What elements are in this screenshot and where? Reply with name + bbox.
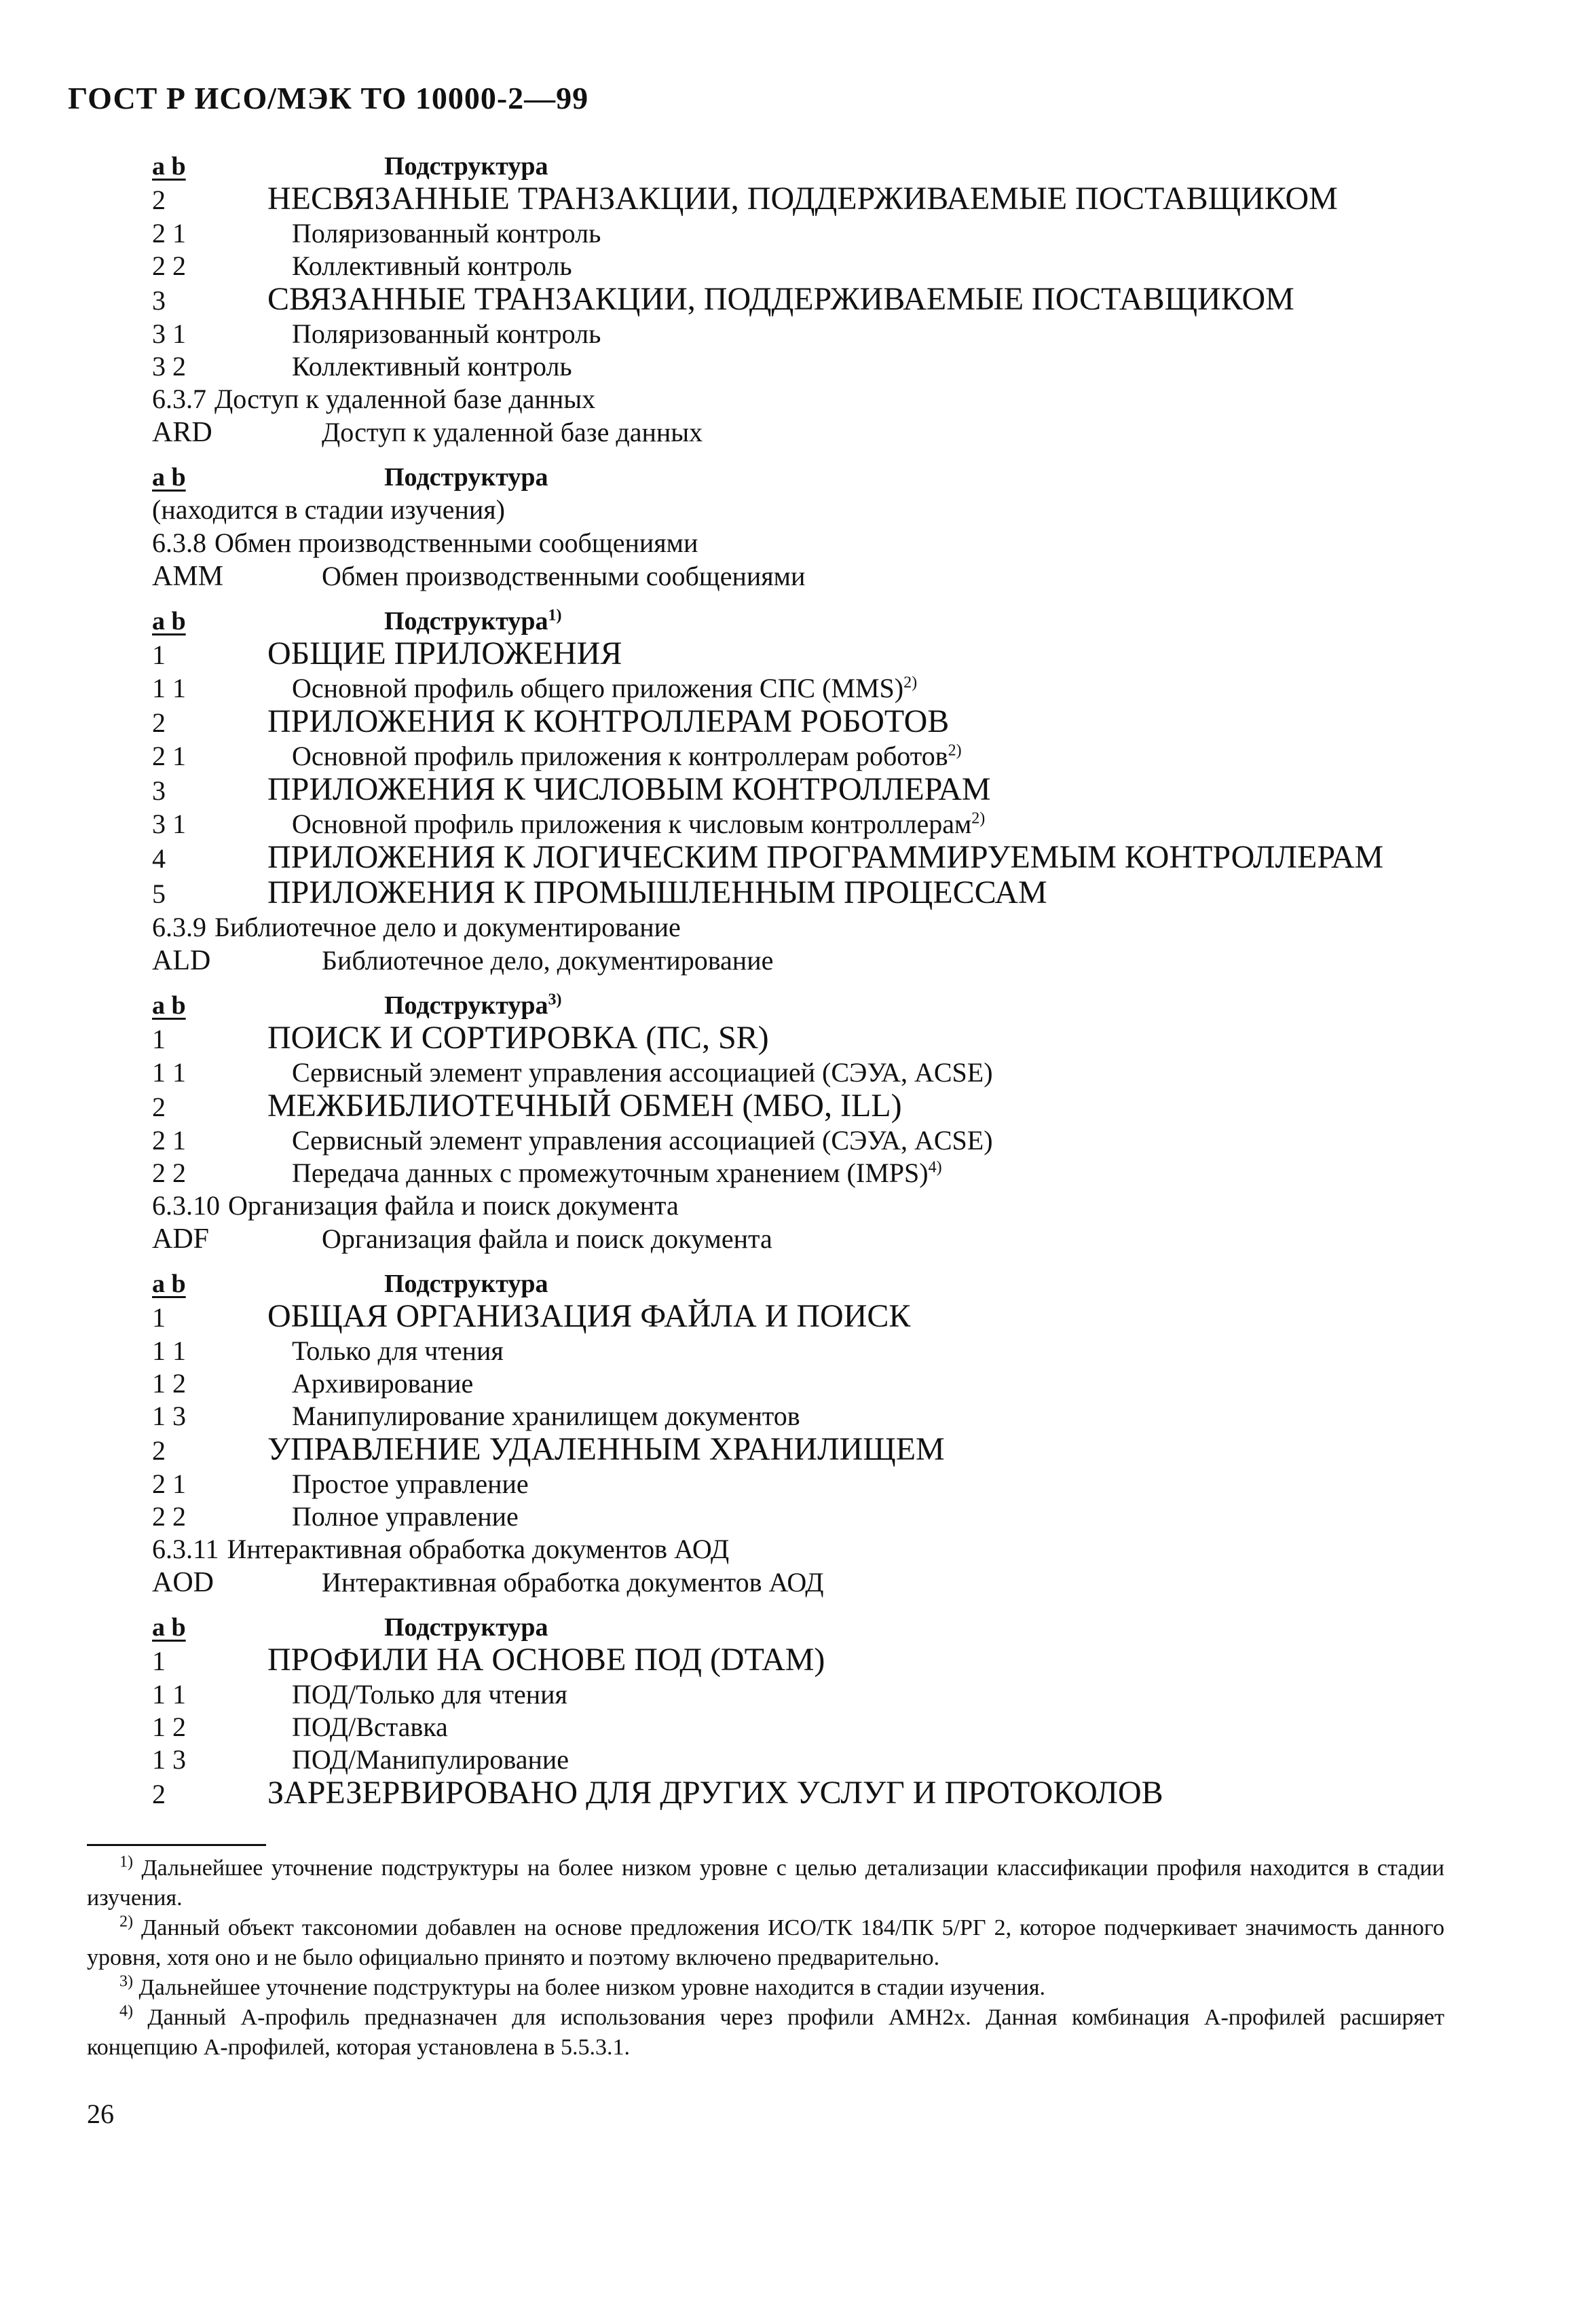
profile-code: 2 2 [152,1158,186,1188]
profile-code: 1 [152,1646,166,1676]
profile-abbreviation-text: Библиотечное дело, документирование [322,945,774,976]
profile-code: 2 1 [152,1125,186,1156]
profile-name: ОБЩАЯ ОРГАНИЗАЦИЯ ФАЙЛА И ПОИСК [267,1298,911,1334]
section-number: 6.3.7 [152,384,206,414]
profile-code: 3 1 [152,809,186,839]
profile-code: 1 2 [152,1712,186,1742]
profile-name: Полное управление [292,1501,519,1532]
profile-name: ПРИЛОЖЕНИЯ К ПРОМЫШЛЕННЫМ ПРОЦЕССАМ [267,874,1047,910]
ab-label: a b [152,152,186,181]
profile-group-row [152,705,1482,740]
profile-name: Передача данных с промежуточным хранением (IMPS)$^{4)}$ [292,1158,942,1188]
profile-name: ПОД/Манипулирование [292,1744,569,1775]
substructure-header [152,1268,1482,1299]
profile-group-row [152,1021,1482,1056]
section-title: Доступ к удаленной базе данных [214,384,596,414]
document-header: ГОСТ Р ИСО/МЭК ТО 10000-2—99 [68,81,589,115]
section-heading [152,1189,1482,1222]
profile-row [152,1335,1482,1367]
profile-name: Основной профиль общего приложения СПС (MMS)$^{2)}$ [292,673,918,703]
profile-name: ПРИЛОЖЕНИЯ К КОНТРОЛЛЕРАМ РОБОТОВ [267,703,950,739]
section-title: Библиотечное дело и документирование [214,912,681,942]
page-number: 26 [87,2099,114,2129]
profile-row [152,1056,1482,1089]
profile-row [152,672,1482,705]
profile-group-row [152,1643,1482,1678]
profile-group-row [152,1089,1482,1124]
profile-row [152,1711,1482,1744]
profile-name: НЕСВЯЗАННЫЕ ТРАНЗАКЦИИ, ПОДДЕРЖИВАЕМЫЕ ПОСТАВЩИКОМ [267,181,1338,217]
profile-code: 1 2 [152,1368,186,1399]
profile-abbreviation-row [152,559,1482,593]
profile-row [152,808,1482,841]
profile-group-row [152,637,1482,672]
profile-row [152,350,1482,383]
substructure-header [152,606,1482,637]
profile-row [152,1468,1482,1500]
profile-code: 2 [152,1435,166,1466]
profile-row [152,250,1482,282]
footnote-mark: 4) [119,2002,133,2021]
section-number: 6.3.11 [152,1534,219,1564]
footnotes [87,1853,1444,2063]
footnote-ref: 1) [548,606,562,625]
profile-code: 3 2 [152,351,186,382]
section-heading [152,383,1482,416]
section-heading [152,911,1482,944]
section-title: Обмен производственными сообщениями [214,528,698,558]
footnote-ref: 4) [928,1158,942,1177]
substructure-header [152,462,1482,493]
footnote-text: Дальнейшее уточнение подструктуры на более низком уровне с целью детализации классификации профиля находится в стадии изучения. [87,1856,1444,1911]
profile-row [152,1367,1482,1400]
profile-name: Простое управление [292,1469,529,1499]
profile-row [152,1678,1482,1711]
section-heading [152,1533,1482,1566]
profile-row [152,1400,1482,1433]
profile-name: Поляризованный контроль [292,318,601,349]
footnote [87,1853,1444,1913]
footnote-mark: 2) [119,1913,133,1931]
profile-name: Архивирование [292,1368,474,1399]
profile-row [152,217,1482,250]
profile-code: 1 1 [152,1679,186,1710]
profile-code: 1 3 [152,1744,186,1775]
footnote [87,2003,1444,2063]
substructure-label: Подструктура [384,463,548,492]
profile-code: 3 1 [152,318,186,349]
profile-row [152,1124,1482,1157]
footnote-text: Данный объект таксономии добавлен на основе предложения ИСО/ТК 184/ПК 5/РГ 2, которое подчеркивает значимость данного уровня, хотя оно и не было официально принято и поэтому включено предварительно. [87,1915,1444,1970]
profile-code: 2 2 [152,251,186,281]
profile-name: УПРАВЛЕНИЕ УДАЛЕННЫМ ХРАНИЛИЩЕМ [267,1431,945,1467]
profile-row [152,1744,1482,1776]
footnote-text: Данный А-профиль предназначен для использования через профили AMH2x. Данная комбинация А-профилей расширяет концепцию А-профилей, которая установлена в 5.5.3.1. [87,2005,1444,2060]
profile-abbreviation: ALD [152,945,211,976]
profile-abbreviation-row [152,1566,1482,1600]
profile-code: 2 [152,1092,166,1122]
profile-code: 1 3 [152,1401,186,1431]
section-number: 6.3.9 [152,912,206,942]
footnote-divider [87,1844,266,1846]
footnote [87,1913,1444,1973]
profile-group-row [152,1433,1482,1468]
profile-code: 2 [152,1779,166,1809]
profile-code: 4 [152,843,166,874]
profile-code: 1 1 [152,1335,186,1366]
profile-name: Коллективный контроль [292,351,572,382]
profile-abbreviation: ARD [152,417,212,448]
status-note: (находится в стадии изучения) [152,494,505,525]
profile-code: 2 2 [152,1501,186,1532]
profile-code: 2 [152,707,166,738]
profile-row [152,318,1482,350]
profile-name: МЕЖБИБЛИОТЕЧНЫЙ ОБМЕН (МБО, ILL) [267,1088,902,1124]
substructure-header [152,151,1482,182]
profile-name: Поляризованный контроль [292,218,601,248]
profile-name: Основной профиль приложения к числовым контроллерам$^{2)}$ [292,809,986,839]
substructure-label: Подструктура [384,1270,548,1298]
substructure-label: Подструктура [384,152,548,181]
profile-name: ПРИЛОЖЕНИЯ К ЧИСЛОВЫМ КОНТРОЛЛЕРАМ [267,771,991,807]
profile-name: ПРИЛОЖЕНИЯ К ЛОГИЧЕСКИМ ПРОГРАММИРУЕМЫМ КОНТРОЛЛЕРАМ [267,839,1384,875]
profile-abbreviation-text: Доступ к удаленной базе данных [322,417,703,447]
profile-code: 1 1 [152,673,186,703]
profile-abbreviation-text: Интерактивная обработка документов АОД [322,1567,824,1598]
profile-name: ПОИСК И СОРТИРОВКА (ПС, SR) [267,1020,769,1056]
substructure-header [152,1612,1482,1643]
profile-group-row [152,1299,1482,1335]
ab-label: a b [152,607,186,635]
substructure-label: Подструктура$^{1)}$ [384,606,562,635]
profile-abbreviation-text: Организация файла и поиск документа [322,1223,772,1254]
section-title: Интерактивная обработка документов АОД [227,1534,730,1564]
profile-code: 2 1 [152,741,186,771]
profile-group-row [152,182,1482,217]
ab-label: a b [152,1270,186,1298]
ab-label: a b [152,991,186,1020]
profile-group-row [152,773,1482,808]
profile-abbreviation: AMM [152,561,224,592]
footnote-ref: 2) [971,809,986,828]
profile-code: 1 [152,1024,166,1054]
section-number: 6.3.8 [152,528,206,558]
profile-name: Только для чтения [292,1335,504,1366]
footnote-mark: 3) [119,1972,133,1991]
footnote-mark: 1) [119,1853,133,1871]
profile-code: 2 [152,185,166,215]
section-title: Организация файла и поиск документа [228,1190,679,1221]
profile-group-row [152,282,1482,318]
profile-name: Сервисный элемент управления ассоциацией (СЭУА, ACSE) [292,1057,993,1088]
profile-abbreviation-text: Обмен производственными сообщениями [322,561,806,591]
footnote [87,1973,1444,2003]
profile-name: ОБЩИЕ ПРИЛОЖЕНИЯ [267,635,622,671]
profile-code: 3 [152,285,166,316]
substructure-header [152,990,1482,1021]
profile-group-row [152,876,1482,911]
ab-label: a b [152,463,186,492]
profile-abbreviation-row [152,1222,1482,1256]
profile-name: ПРОФИЛИ НА ОСНОВЕ ПОД (DTAM) [267,1642,825,1678]
profile-group-row [152,1776,1482,1811]
profile-name: Сервисный элемент управления ассоциацией (СЭУА, ACSE) [292,1125,993,1156]
profile-name: Основной профиль приложения к контроллерам роботов$^{2)}$ [292,741,962,771]
footnote-text: Дальнейшее уточнение подструктуры на более низком уровне находится в стадии изучения. [133,1975,1045,2000]
profile-code: 2 1 [152,1469,186,1499]
profile-code: 1 [152,640,166,670]
profile-abbreviation-row [152,944,1482,978]
ab-label: a b [152,1613,186,1642]
profile-code: 1 1 [152,1057,186,1088]
profile-name: ПОД/Вставка [292,1712,448,1742]
profile-code: 5 [152,879,166,909]
profile-row [152,740,1482,773]
profile-row [152,1157,1482,1189]
profile-name: ПОД/Только для чтения [292,1679,567,1710]
profile-code: 2 1 [152,218,186,248]
profile-row [152,1500,1482,1533]
profile-abbreviation-row [152,416,1482,449]
substructure-label: Подструктура [384,1613,548,1642]
section-number: 6.3.10 [152,1190,220,1221]
classification-content [152,151,1482,1811]
footnote-ref: 2) [948,741,962,760]
profile-name: Коллективный контроль [292,251,572,281]
profile-abbreviation: ADF [152,1223,210,1255]
profile-code: 1 [152,1302,166,1333]
profile-abbreviation: AOD [152,1567,214,1598]
profile-name: СВЯЗАННЫЕ ТРАНЗАКЦИИ, ПОДДЕРЖИВАЕМЫЕ ПОСТАВЩИКОМ [267,281,1294,317]
footnote-ref: 3) [548,991,562,1009]
footnote-ref: 2) [903,674,918,692]
profile-name: ЗАРЕЗЕРВИРОВАНО ДЛЯ ДРУГИХ УСЛУГ И ПРОТОКОЛОВ [267,1775,1163,1811]
section-heading [152,527,1482,559]
profile-code: 3 [152,775,166,806]
profile-name: Манипулирование хранилищем документов [292,1401,800,1431]
profile-group-row [152,841,1482,876]
substructure-label: Подструктура$^{3)}$ [384,991,562,1020]
